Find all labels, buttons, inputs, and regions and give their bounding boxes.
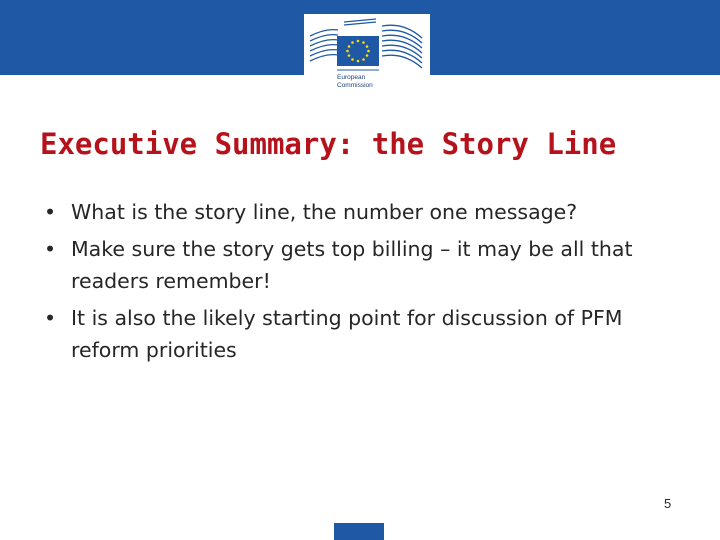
bullet-item — [44, 233, 664, 297]
european-commission-logo — [304, 14, 430, 104]
page-number: 5 — [664, 496, 672, 511]
logo-name-line1: European — [337, 74, 366, 81]
logo-wordmark — [337, 74, 373, 90]
bullet-list — [44, 196, 664, 371]
berlaymont-building-icon — [304, 14, 430, 104]
bullet-text: Make sure the story gets top billing – it may be all that readers remember! — [71, 237, 633, 293]
bullet-item — [44, 196, 664, 228]
bullet-text: It is also the likely starting point for discussion of PFM reform priorities — [71, 306, 623, 362]
logo-name-line2: Commission — [337, 82, 373, 89]
bullet-item — [44, 302, 664, 366]
footer-tab — [334, 523, 384, 540]
bullet-marker: • — [44, 200, 57, 224]
bullet-marker: • — [44, 237, 57, 261]
bullet-marker: • — [44, 306, 57, 330]
slide-title: Executive Summary: the Story Line — [40, 127, 617, 161]
bullet-text: What is the story line, the number one message? — [71, 200, 578, 224]
